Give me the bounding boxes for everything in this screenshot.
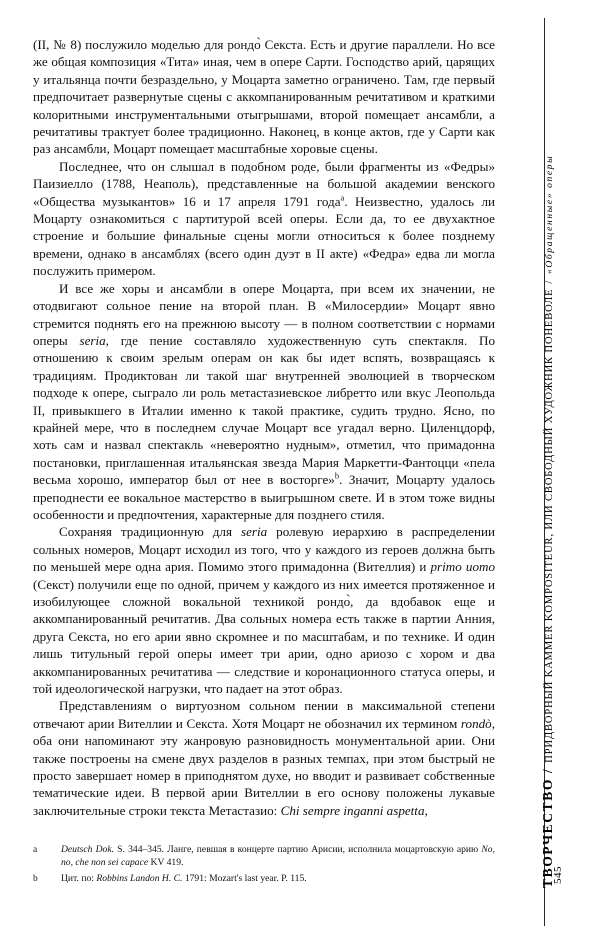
paragraph: Последнее, что он слышал в подобном роде, были фрагменты из «Федры» Паизиелло (1788, Неаполь), представленные на большой академии венского «Общества музыкантов» 16 и 17 апреля 1791 года$^a$. Неизвестно, удалось ли Моцарту ознакомиться с партитурой всей оперы. Если да, то ее двухактное строение и большие финальные сцены могли относиться к более позднему времени, однако в ансамблях (всего один дуэт в II акте) «Федра» едва ли могла послужить примером. — [33, 158, 495, 279]
footnote-ref: b — [334, 470, 340, 481]
foreign-term: primo uomo — [430, 559, 495, 575]
footnote-italic-segment: Deutsch Dok. — [61, 844, 114, 855]
footnote-marker: a — [33, 845, 38, 855]
footnote-item — [33, 873, 495, 886]
footnote-italic-segment: Robbins Landon H. C. — [96, 873, 183, 885]
footnote-segment: S. 344–345. Ланге, певшая в концерте партию Арисии, исполнила моцартовскую арию — [114, 844, 482, 855]
page-margin-rail — [522, 0, 600, 944]
footnote-segment: Цит. по: — [61, 873, 97, 885]
foreign-term: rondò — [460, 715, 492, 731]
footnote-segment: 1791: Mozart's last year. P. 115. — [182, 873, 307, 885]
foreign-term: seria — [240, 524, 268, 540]
running-head-subtitle: ПРИДВОРНЫЙ KAMMER KOMPOSITEUR, ИЛИ СВОБОДНЫЙ ХУДОЖНИК ПОНЕВОЛЕ — [544, 288, 555, 763]
running-head-chapter: «Обращенные» оперы — [544, 154, 555, 275]
running-head-separator-2: / — [544, 279, 555, 284]
paragraph: Представлениям о виртуозном сольном пении в максимальной степени отвечают арии Вителлии и Секста. Хотя Моцарт не обозначил их термином rondò, оба они напоминают эту жанровую разновидность монументальной арии. Они также построены на смене двух разделов в разных темпах, при этом быстрый не просто завершает номер в приподнятом духе, но вводит и развивает собственные тематические идеи. В первой арии Вителлии в его основу положены лукавые заключительные строки текста Метастазио: Chi sempre inganni aspetta, — [33, 698, 495, 818]
running-head-title — [540, 155, 556, 888]
footnote-marker: b — [33, 874, 38, 885]
running-head-title-text: ТВОРЧЕСТВО — [540, 778, 555, 888]
page-number: 545 — [552, 866, 564, 884]
paragraph: Сохраняя традиционную для seria ролевую иерархию в распределении сольных номеров, Моцарт исходил из того, что у каждого из героев должна быть по меньшей мере одна ария. Помимо этого примадонна (Вителлия) и primo uomo (Секст) получили еще по одной, причем у каждого из них имеется протяженное и изобилующее сложной вокальной техникой рондо̀, да вдобавок еще и аккомпанированный речитатив. Два сольных номера есть также в партии Анния, друга Секста, но его арии явно скромнее и по масштабам, и по технике. И один лишь титульный герой оперы имеет три арии, одно ариозо с хором и два аккомпанированных речитатива — следствие и коронационного статуса оперы, и той идеологической нагрузки, что падает на этот образ. — [33, 524, 495, 697]
paragraph: (II, № 8) послужило моделью для рондо̀ Секста. Есть и другие параллели. Но все же общая композиция «Тита» иная, чем в опере Сарти. Господство арий, царящих у итальянца почти безраздельно, у Моцарта заметно ограничено. Там, где первый предпочитает развернутые сцены с аккомпанированным речитативом и краткими колоритными инструментальными отыгрышами, второй помещает ансамбли, а речитативы трактует более традиционно. Наконец, в конце актов, где у Сарти как раз ансамбли, Моцарт помещает масштабные хоровые сцены. — [33, 37, 495, 157]
running-head-separator: / — [540, 767, 555, 774]
paragraph: И все же хоры и ансамбли в опере Моцарта, при всем их значении, не отодвигают сольное пение на второй план. В «Милосердии» Моцарт явно стремится поднять его на прежнюю высоту — в полном соответствии с нормами оперы seria, где пение составляло художественную суть спектакля. По отношению к своим зрелым операм он как бы идет вспять, возвращаясь к традициям. Продиктован ли такой шаг внутренней эволюцией в творческом подходе к опере, сыграло ли роль метастазиевское либретто или вкус Леопольда II, привыкшего в Италии именно к такой практике, судить трудно. Ясно, по крайней мере, что в последнем случае Моцарт все угадал верно. Циленцдорф, хоть сам и назвал спектакль «невероятно нудным», отметил, что примадонна постановки, приглашенная итальянская звезда Мария Маркетти-Фантоцци «пела весьма хорошо, император был от нее в восторге»$^b$. Значит, Моцарту удалось преподнести ее вокальное мастерство в выигрышном свете. И в этом тоже видны особенности и предпочтения, характерные для позднего стиля. — [33, 280, 495, 522]
foreign-term: Chi sempre inganni aspetta — [280, 802, 425, 818]
footnote-text — [61, 873, 495, 886]
footnote-segment: KV 419. — [148, 856, 184, 868]
footnote-text — [61, 844, 495, 869]
foreign-term: seria — [79, 332, 106, 348]
footnote-italic-segment: No, no, che non sei capace — [61, 844, 495, 868]
footnote-item — [33, 844, 495, 869]
footnote-ref: a — [340, 192, 345, 203]
footnotes-section — [33, 838, 495, 890]
main-text-column — [33, 36, 495, 819]
